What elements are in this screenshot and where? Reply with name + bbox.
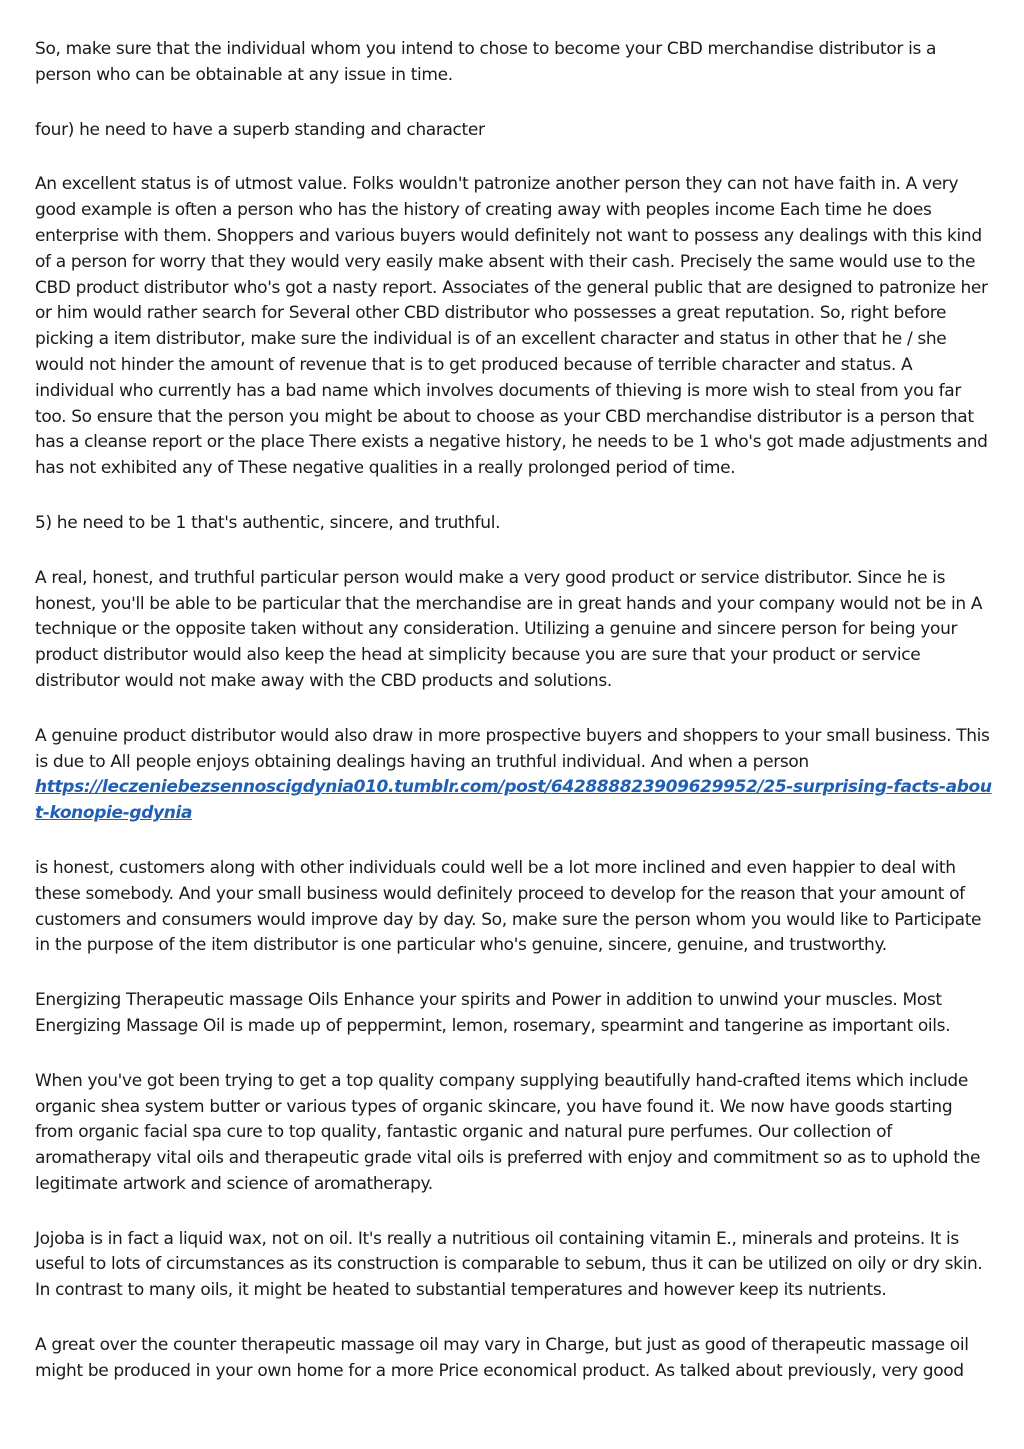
paragraph-customers: is honest, customers along with other individuals could well be a lot more inclined and even happier to deal with these somebody. And your small business would definitely proceed to develop for the reason that your amount of customers and consumers would improve day by day. So, make sure the person whom you would like to Participate in the purpose of the item distributor is one particular who's genuine, sincere, genuine, and trustworthy. bbox=[35, 857, 982, 956]
paragraph-quality-company: When you've got been trying to get a top quality company supplying beautifully hand-crafted items which include organic shea system butter or various types of organic skincare, you have found it. We now have goods starting from organic facial spa cure to top quality, fantastic organic and natural pure perfumes. Our collection of aromatherapy vital oils and therapeutic grade vital oils is preferred with enjoy and commitment so as to uphold the legitimate artwork and science of aromatherapy. bbox=[35, 1070, 981, 1194]
paragraph-jojoba: Jojoba is in fact a liquid wax, not on oil. It's really a nutritious oil containing vitamin E., minerals and proteins. It is useful to lots of circumstances as its construction is comparable to sebum, thus it can be utilized on oily or dry skin. In contrast to many oils, it might be heated to substantial temperatures and however keep its nutrients. bbox=[35, 1228, 983, 1301]
heading-point-four: four) he need to have a superb standing and character bbox=[35, 119, 485, 140]
document-body bbox=[35, 37, 993, 1414]
paragraph-status: An excellent status is of utmost value. Folks wouldn't patronize another person they can not have faith in. A very good example is often a person who has the history of creating away with peoples income Each time he does enterprise with them. Shoppers and various buyers would definitely not want to possess any dealings with this kind of a person for worry that they would very easily make absent with their cash. Precisely the same would use to the CBD product distributor who's got a nasty report. Associates of the general public that are designed to patronize her or him would rather search for Several other CBD distributor who possesses a great reputation. So, right before picking a item distributor, make sure the individual is of an excellent character and status in other that he / she would not hinder the amount of revenue that is to get produced because of terrible character and status. A individual who currently has a bad name which involves documents of thieving is more wish to steal from you far too. So ensure that the person you might be about to choose as your CBD merchandise distributor is a person that has a cleanse report or the place There exists a negative history, he needs to be 1 who's got made adjustments and has not exhibited any of These negative qualities in a really prolonged period of time. bbox=[35, 174, 988, 479]
paragraph-massage-oil: A great over the counter therapeutic massage oil may vary in Charge, but just as good of therapeutic massage oil might be produced in your own home for a more Price economical product. As talked about previously, very good bbox=[35, 1335, 969, 1381]
heading-point-five: 5) he need to be 1 that's authentic, sincere, and truthful. bbox=[35, 512, 501, 533]
paragraph-energizing-oils: Energizing Therapeutic massage Oils Enhance your spirits and Power in addition to unwind your muscles. Most Energizing Massage Oil is made up of peppermint, lemon, rosemary, spearmint and tangerine as important oils. bbox=[35, 990, 951, 1036]
article-link[interactable]: https://leczeniebezsennoscigdynia010.tumblr.com/post/642888823909629952/25-surprising-facts-about-konopie-gdynia bbox=[35, 777, 992, 824]
paragraph-genuine-distributor: A genuine product distributor would also draw in more prospective buyers and shoppers to your small business. This is due to All people enjoys obtaining dealings having an truthful individual. And when a person bbox=[35, 725, 990, 772]
paragraph-honesty: A real, honest, and truthful particular person would make a very good product or service distributor. Since he is honest, you'll be able to be particular that the merchandise are in great hands and your company would not be in A technique or the opposite taken without any consideration. Utilizing a genuine and sincere person for being your product distributor would also keep the head at simplicity because you are sure that your product or service distributor would not make away with the CBD products and solutions. bbox=[35, 567, 983, 691]
paragraph-availability: So, make sure that the individual whom you intend to chose to become your CBD merchandise distributor is a person who can be obtainable at any issue in time. bbox=[35, 39, 937, 85]
